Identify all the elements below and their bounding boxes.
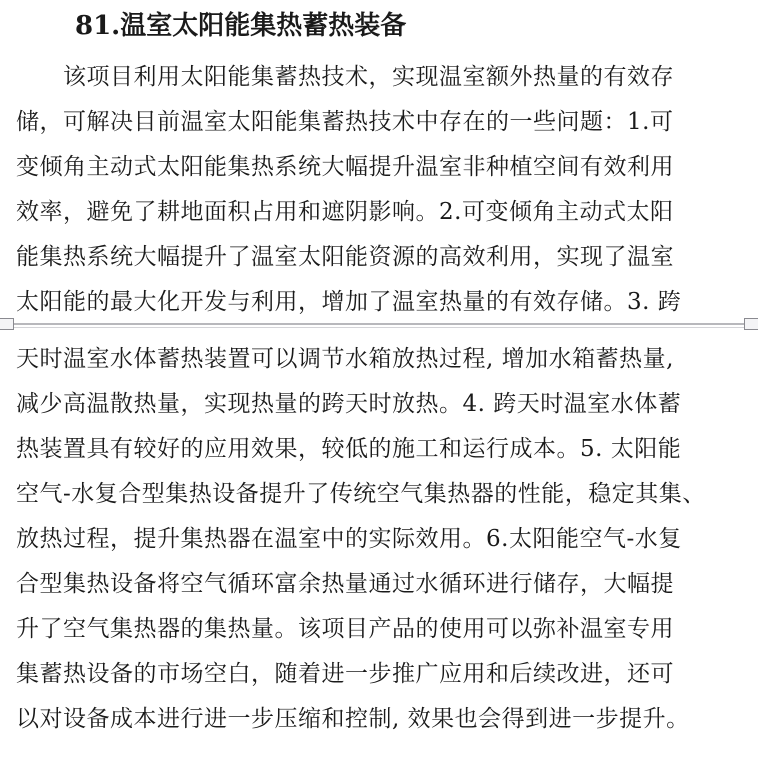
- page-break-separator: [0, 318, 758, 332]
- text-line: 以对设备成本进行进一步压缩和控制, 效果也会得到进一步提升。: [16, 706, 690, 732]
- text-line: 能集热系统大幅提升了温室太阳能资源的高效利用，实现了温室: [16, 244, 674, 270]
- text-line: 减少高温散热量，实现热量的跨天时放热。4. 跨天时温室水体蓄: [16, 391, 682, 417]
- text-line: 热装置具有较好的应用效果，较低的施工和运行成本。5. 太阳能: [16, 436, 682, 462]
- text-line: 空气-水复合型集热设备提升了传统空气集热器的性能，稳定其集、: [16, 481, 706, 507]
- left-margin-marker-icon: [0, 318, 14, 330]
- text-line: 效率，避免了耕地面积占用和遮阴影响。2.可变倾角主动式太阳: [16, 199, 674, 225]
- text-line: 天时温室水体蓄热装置可以调节水箱放热过程, 增加水箱蓄热量,: [16, 346, 674, 372]
- text-line: 变倾角主动式太阳能集热系统大幅提升温室非种植空间有效利用: [16, 154, 674, 180]
- text-line: 该项目利用太阳能集蓄热技术，实现温室额外热量的有效存: [16, 64, 674, 90]
- document-title: 81.温室太阳能集热蓄热装备: [75, 11, 407, 41]
- page-break-rule: [14, 323, 744, 325]
- text-line: 储，可解决目前温室太阳能集蓄热技术中存在的一些问题：1.可: [16, 109, 674, 135]
- text-line: 太阳能的最大化开发与利用，增加了温室热量的有效存储。3. 跨: [16, 289, 682, 315]
- text-line: 放热过程，提升集热器在温室中的实际效用。6.太阳能空气-水复: [16, 526, 682, 552]
- right-margin-marker-icon: [744, 318, 758, 330]
- paragraph-part-1: [16, 55, 746, 325]
- text-line: 集蓄热设备的市场空白，随着进一步推广应用和后续改进，还可: [16, 661, 674, 687]
- text-line: 合型集热设备将空气循环富余热量通过水循环进行储存，大幅提: [16, 571, 674, 597]
- page-break-rule-shadow: [14, 327, 744, 328]
- text-line: 升了空气集热器的集热量。该项目产品的使用可以弥补温室专用: [16, 616, 674, 642]
- paragraph-part-2: [16, 337, 746, 742]
